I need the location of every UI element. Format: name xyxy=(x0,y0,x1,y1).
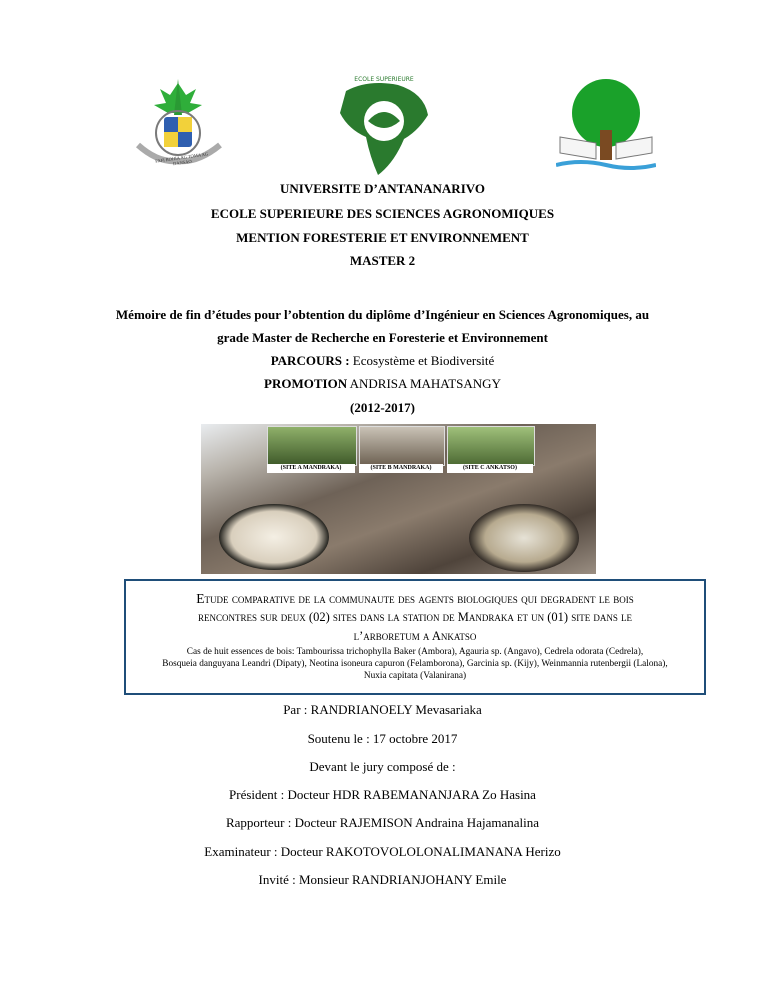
site-b-caption: (SITE B MANDRAKA) xyxy=(359,464,443,473)
site-c-caption: (SITE C ANKATSO) xyxy=(447,464,533,473)
memoire-line-2: grade Master de Recherche en Foresterie et Environnement xyxy=(217,330,548,345)
memoire-line-1: Mémoire de fin d’études pour l’obtention du diplôme d’Ingénieur en Sciences Agronomiques, au xyxy=(115,307,650,322)
promotion-line xyxy=(0,376,765,392)
cover-photo-collage xyxy=(201,424,596,574)
title-line-1: Etude comparative de la communaute des agents biologiques qui degradent le bois xyxy=(196,591,634,606)
site-a-caption: (SITE A MANDRAKA) xyxy=(267,464,355,473)
university-motto: FAFI BOHIA AG TOMA AG DANSAO xyxy=(154,151,209,167)
years: (2012-2017) xyxy=(350,400,415,415)
school-name: ECOLE SUPERIEURE DES SCIENCES AGRONOMIQUES xyxy=(210,206,555,221)
school-logo xyxy=(328,71,440,179)
mention-name: MENTION FORESTERIE ET ENVIRONNEMENT xyxy=(236,230,529,245)
defense-date: Soutenu le : 17 octobre 2017 xyxy=(307,731,458,746)
department-logo xyxy=(556,75,656,175)
title-line-2: rencontres sur deux (02) sites dans la station de Mandraka et un (01) site dans le xyxy=(198,610,632,624)
jury-rapporteur: Rapporteur : Docteur RAJEMISON Andraina Hajamanalina xyxy=(225,815,539,830)
parcours-line xyxy=(0,353,765,369)
africa-map-icon xyxy=(328,71,440,179)
cases-line-2: Bosqueia danguyana Leandri (Dipaty), Neotina isoneura capuron (Felamborona), Garcinia sp. (Kijy), Weinmannia rutenbergii (Lalona), xyxy=(162,659,668,669)
parcours-value: Ecosystème et Biodiversité xyxy=(352,353,495,368)
jury-intro: Devant le jury composé de : xyxy=(309,759,456,774)
author-line: Par : RANDRIANOELY Mevasariaka xyxy=(283,702,482,717)
fungus-photo xyxy=(219,504,329,570)
site-b-photo xyxy=(359,426,445,466)
promotion-label: PROMOTION xyxy=(264,376,348,391)
parcours-label: PARCOURS : xyxy=(270,353,350,368)
tree-book-icon xyxy=(556,75,656,175)
jury-president: Président : Docteur HDR RABEMANANJARA Zo Hasina xyxy=(229,787,536,802)
site-c-photo xyxy=(447,426,535,466)
cases-line-1: Cas de huit essences de bois: Tambourissa trichophylla Baker (Ambora), Agauria sp. (Angavo), Cedrela odorata (Cedrela), xyxy=(186,647,644,657)
university-logo xyxy=(128,75,228,175)
cases-line-3: Nuxia capitata (Valanirana) xyxy=(363,671,467,681)
jury-examinateur: Examinateur : Docteur RAKOTOVOLOLONALIMANANA Herizo xyxy=(204,844,561,859)
svg-text:ECOLE SUPERIEURE: ECOLE SUPERIEURE xyxy=(354,76,414,83)
title-line-3: l’arboretum a Ankatso xyxy=(353,629,477,643)
thesis-title-box xyxy=(124,579,706,695)
university-name: UNIVERSITE D’ANTANANARIVO xyxy=(280,181,485,196)
site-a-photo xyxy=(267,426,357,466)
level-name: MASTER 2 xyxy=(349,253,416,268)
jury-invite: Invité : Monsieur RANDRIANJOHANY Emile xyxy=(258,872,507,887)
petri-dish-photo xyxy=(469,504,579,572)
promotion-value: ANDRISA MAHATSANGY xyxy=(349,376,501,391)
